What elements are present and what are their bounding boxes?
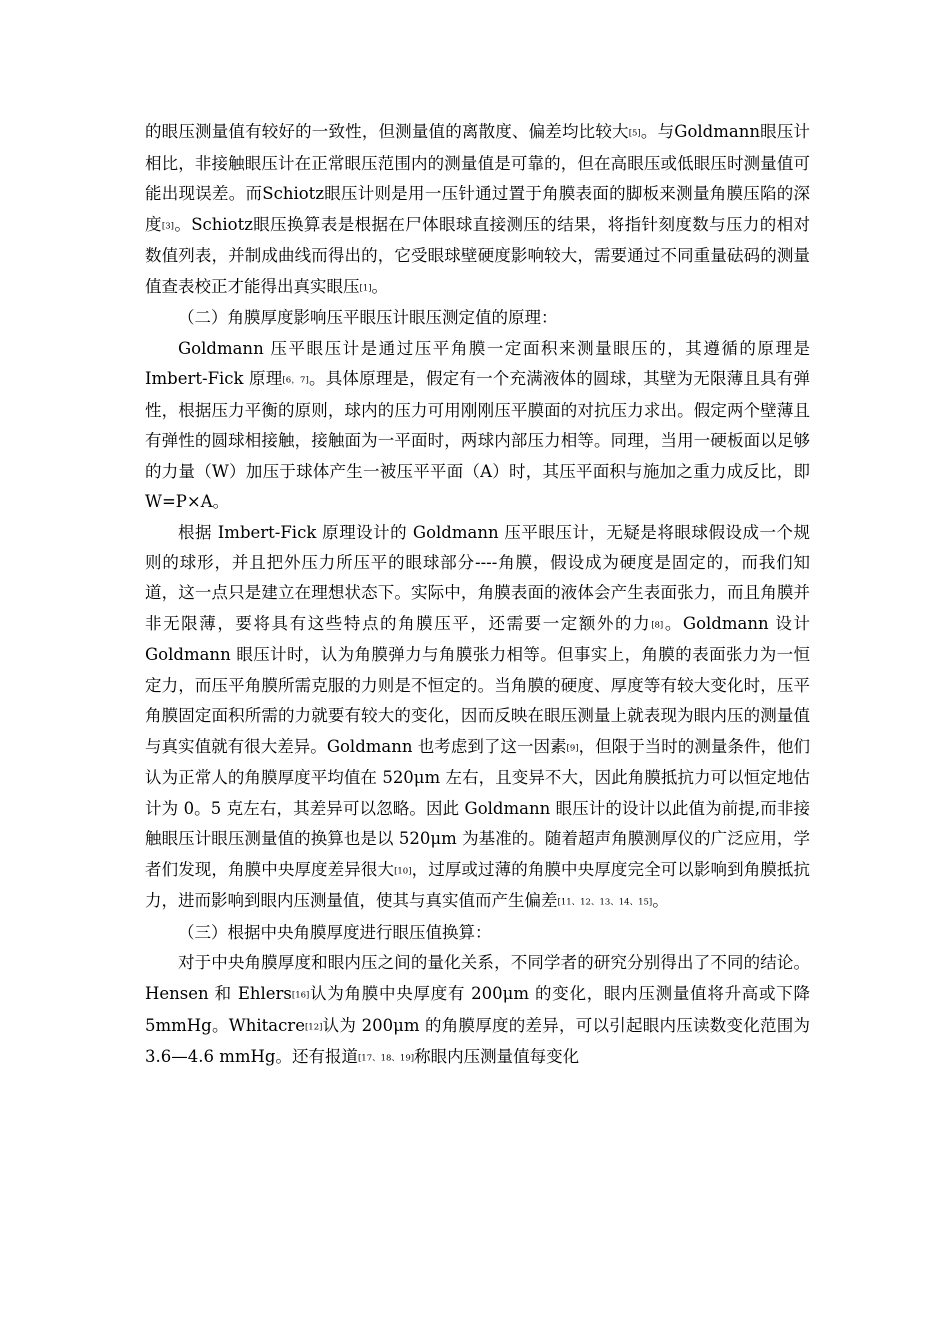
text-run: 的眼压测量值有较好的一致性，但测量值的离散度、偏差均比较大: [145, 122, 629, 141]
section-heading-3: [145, 918, 810, 948]
document-page: [145, 117, 810, 1074]
citation: [17、18、19]: [357, 1053, 415, 1064]
citation: [9]: [566, 743, 579, 753]
text-run: 根据 Imbert-Fick 原理设计的 Goldmann 压平眼压计，无疑是将眼球假设成一个规则的球形，并且把外压力所压平的眼球部分----角膜，假设成为硬度是固定的，而我们知道，这一点只是建立在理想状态下。实际中，角膜表面的液体会产生表面张力，而且角膜并非无限薄，要将具有这些特点的角膜压平，还需要一定额外的力: [145, 522, 810, 633]
paragraph-4: [145, 518, 810, 919]
paragraph-6: [145, 948, 810, 1074]
text-run: 。: [371, 276, 389, 296]
paragraph-1: [145, 117, 810, 303]
text-run: ，但限于当时的测量条件，他们认为正常人的角膜厚度平均值在 520μm 左右，且变异不大，因此角膜抵抗力可以恒定地估计为 0。5 克左右，其差异可以忽略。因此 Goldmann 眼压计的设计以此值为前提,而非接触眼压计眼压测量值的换算也是以 520μm 为基准的。随着超声角膜测厚仪的广泛应用，学者们发现，角膜中央厚度差异很大: [145, 736, 811, 879]
citation: [8]: [651, 620, 664, 631]
section-heading-2: [145, 303, 810, 333]
text-run: 认为 200μm 的角膜厚度的差异，可以引起眼内压读数变化范围为 3.6—4.6 mmHg。还有报道: [145, 1015, 810, 1067]
citation: [10]: [394, 865, 412, 876]
citation: [1]: [359, 282, 372, 293]
text-run: ，过厚或过薄的角膜中央厚度完全可以影响到角膜抵抗力，进而影响到眼内压测量值，使其与真实值而产生偏差: [145, 859, 811, 911]
text-run: 。Schiotz眼压换算表是根据在尸体眼球直接测压的结果，将指针刻度数与压力的相对数值列表，并制成曲线而得出的，它受眼球壁硬度影响较大，需要通过不同重量砝码的测量值查表校正才能得出真实眼压: [145, 214, 810, 296]
text-run: Goldmann 压平眼压计是通过压平角膜一定面积来测量眼压的，其遵循的原理是 Imbert-Fick 原理: [145, 338, 810, 389]
citation: [11、12、13、14、15]: [557, 897, 653, 908]
paragraph-3: [145, 334, 810, 518]
citation: [3]: [161, 220, 174, 231]
text-run: 。具体原理是，假定有一个充满液体的圆球，其壁为无限薄且具有弹性，根据压力平衡的原则，球内的压力可用刚刚压平膜面的对抗压力求出。假定两个壁薄且有弹性的圆球相接触，接触面为一平面时，两球内部压力相等。同理，当用一硬板面以足够的力量（W）加压于球体产生一被压平平面（A）时，其压平面积与施加之重力成反比，即 W=P×A。: [145, 369, 811, 512]
heading-text: （三）根据中央角膜厚度进行眼压值换算：: [178, 923, 492, 943]
heading-text: （二）角膜厚度影响压平眼压计眼压测定值的原理：: [178, 308, 558, 328]
text-run: 。: [652, 891, 669, 911]
text-run: 认为角膜中央厚度有 200μm 的变化，眼内压测量值将升高或下降 5mmHg。Whitacre: [145, 983, 810, 1035]
citation: [16]: [291, 990, 310, 1001]
text-run: 对于中央角膜厚度和眼内压之间的量化关系，不同学者的研究分别得出了不同的结论。Hensen 和 Ehlers: [145, 953, 810, 1003]
citation: [5]: [628, 128, 641, 139]
citation: [12]: [304, 1021, 323, 1032]
text-run: 。Goldmann 设计 Goldmann 眼压计时，认为角膜弹力与角膜张力相等。但事实上，角膜的表面张力为一恒定力，而压平角膜所需克服的力则是不恒定的。当角膜的硬度、厚度等有较大变化时，压平角膜固定面积所需的力就要有较大的变化，因而反映在眼压测量上就表现为眼内压的测量值与真实值就有很大差异。Goldmann 也考虑到了这一因素: [145, 613, 810, 756]
text-run: 。与Goldmann眼压计相比，非接触眼压计在正常眼压范围内的测量值是可靠的，但在高眼压或低眼压时测量值可能出现误差。而Schiotz眼压计则是用一压针通过置于角膜表面的脚板来测量角膜压陷的深度: [145, 122, 810, 234]
text-run: 称眼内压测量值每变化: [414, 1047, 580, 1067]
citation: [6，7]: [282, 375, 309, 386]
